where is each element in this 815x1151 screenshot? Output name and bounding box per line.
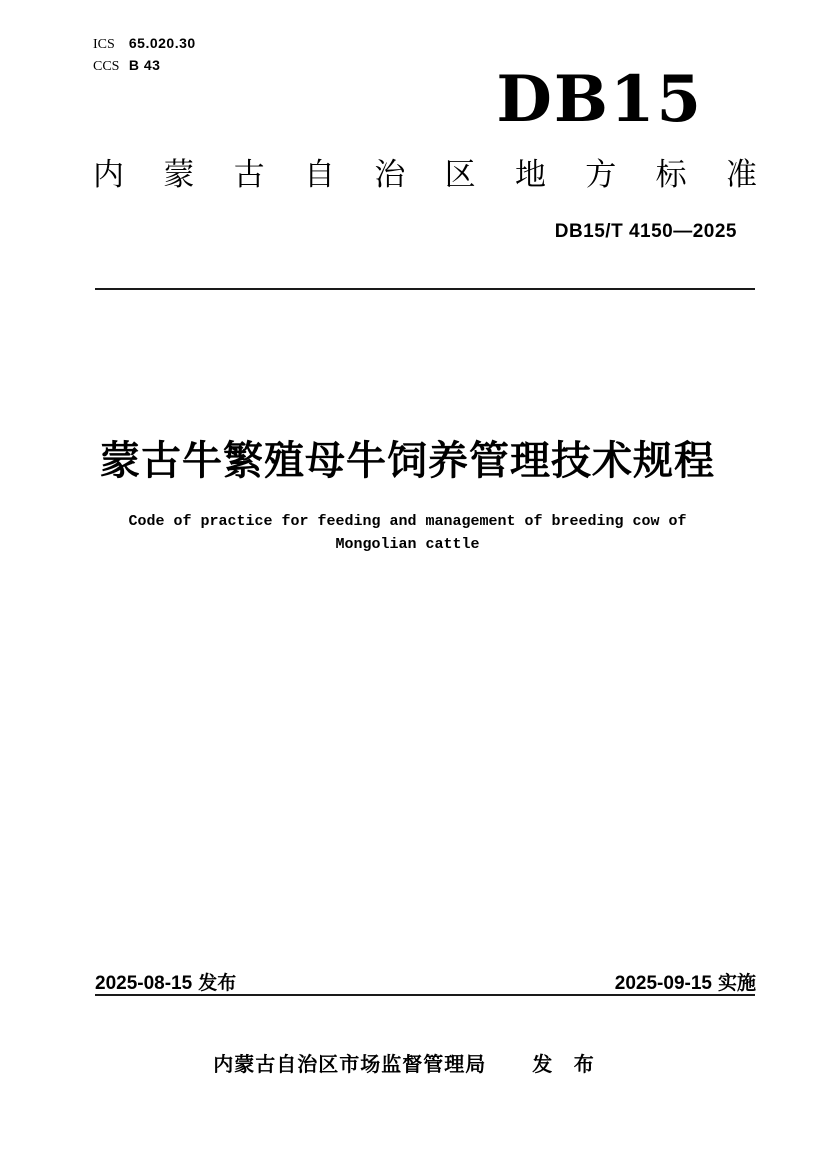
publisher-name: 内蒙古自治区市场监督管理局 bbox=[213, 1054, 487, 1076]
ics-label: ICS bbox=[93, 37, 115, 52]
ccs-value: B 43 bbox=[128, 57, 161, 73]
issue-date-group bbox=[95, 968, 236, 995]
implement-date: 2025-09-15 bbox=[614, 973, 712, 994]
classification-block bbox=[93, 33, 196, 77]
bottom-rule bbox=[95, 994, 755, 996]
title-en-line1: Code of practice for feeding and management of breeding cow of bbox=[128, 513, 687, 530]
standard-category-title: 内 蒙 古 自 治 区 地 方 标 准 bbox=[93, 157, 757, 192]
publish-action-label: 发 布 bbox=[532, 1054, 602, 1076]
document-title-cn: 蒙古牛繁殖母牛饲养管理技术规程 bbox=[100, 439, 715, 483]
implement-date-group bbox=[615, 968, 756, 995]
document-title-en bbox=[0, 510, 815, 556]
ics-row bbox=[93, 33, 196, 55]
dates-row bbox=[95, 968, 756, 995]
db15-logo: DB15 bbox=[496, 62, 703, 137]
ccs-row bbox=[93, 55, 196, 77]
ccs-label: CCS bbox=[93, 59, 120, 74]
top-rule bbox=[95, 288, 755, 290]
title-en-line2: Mongolian cattle bbox=[335, 536, 480, 553]
issue-label: 发布 bbox=[198, 973, 237, 994]
ics-value: 65.020.30 bbox=[128, 35, 196, 51]
standard-number: DB15/T 4150—2025 bbox=[554, 221, 737, 242]
issue-date: 2025-08-15 bbox=[95, 973, 193, 994]
implement-label: 实施 bbox=[717, 973, 756, 994]
publisher-row bbox=[0, 1048, 815, 1077]
